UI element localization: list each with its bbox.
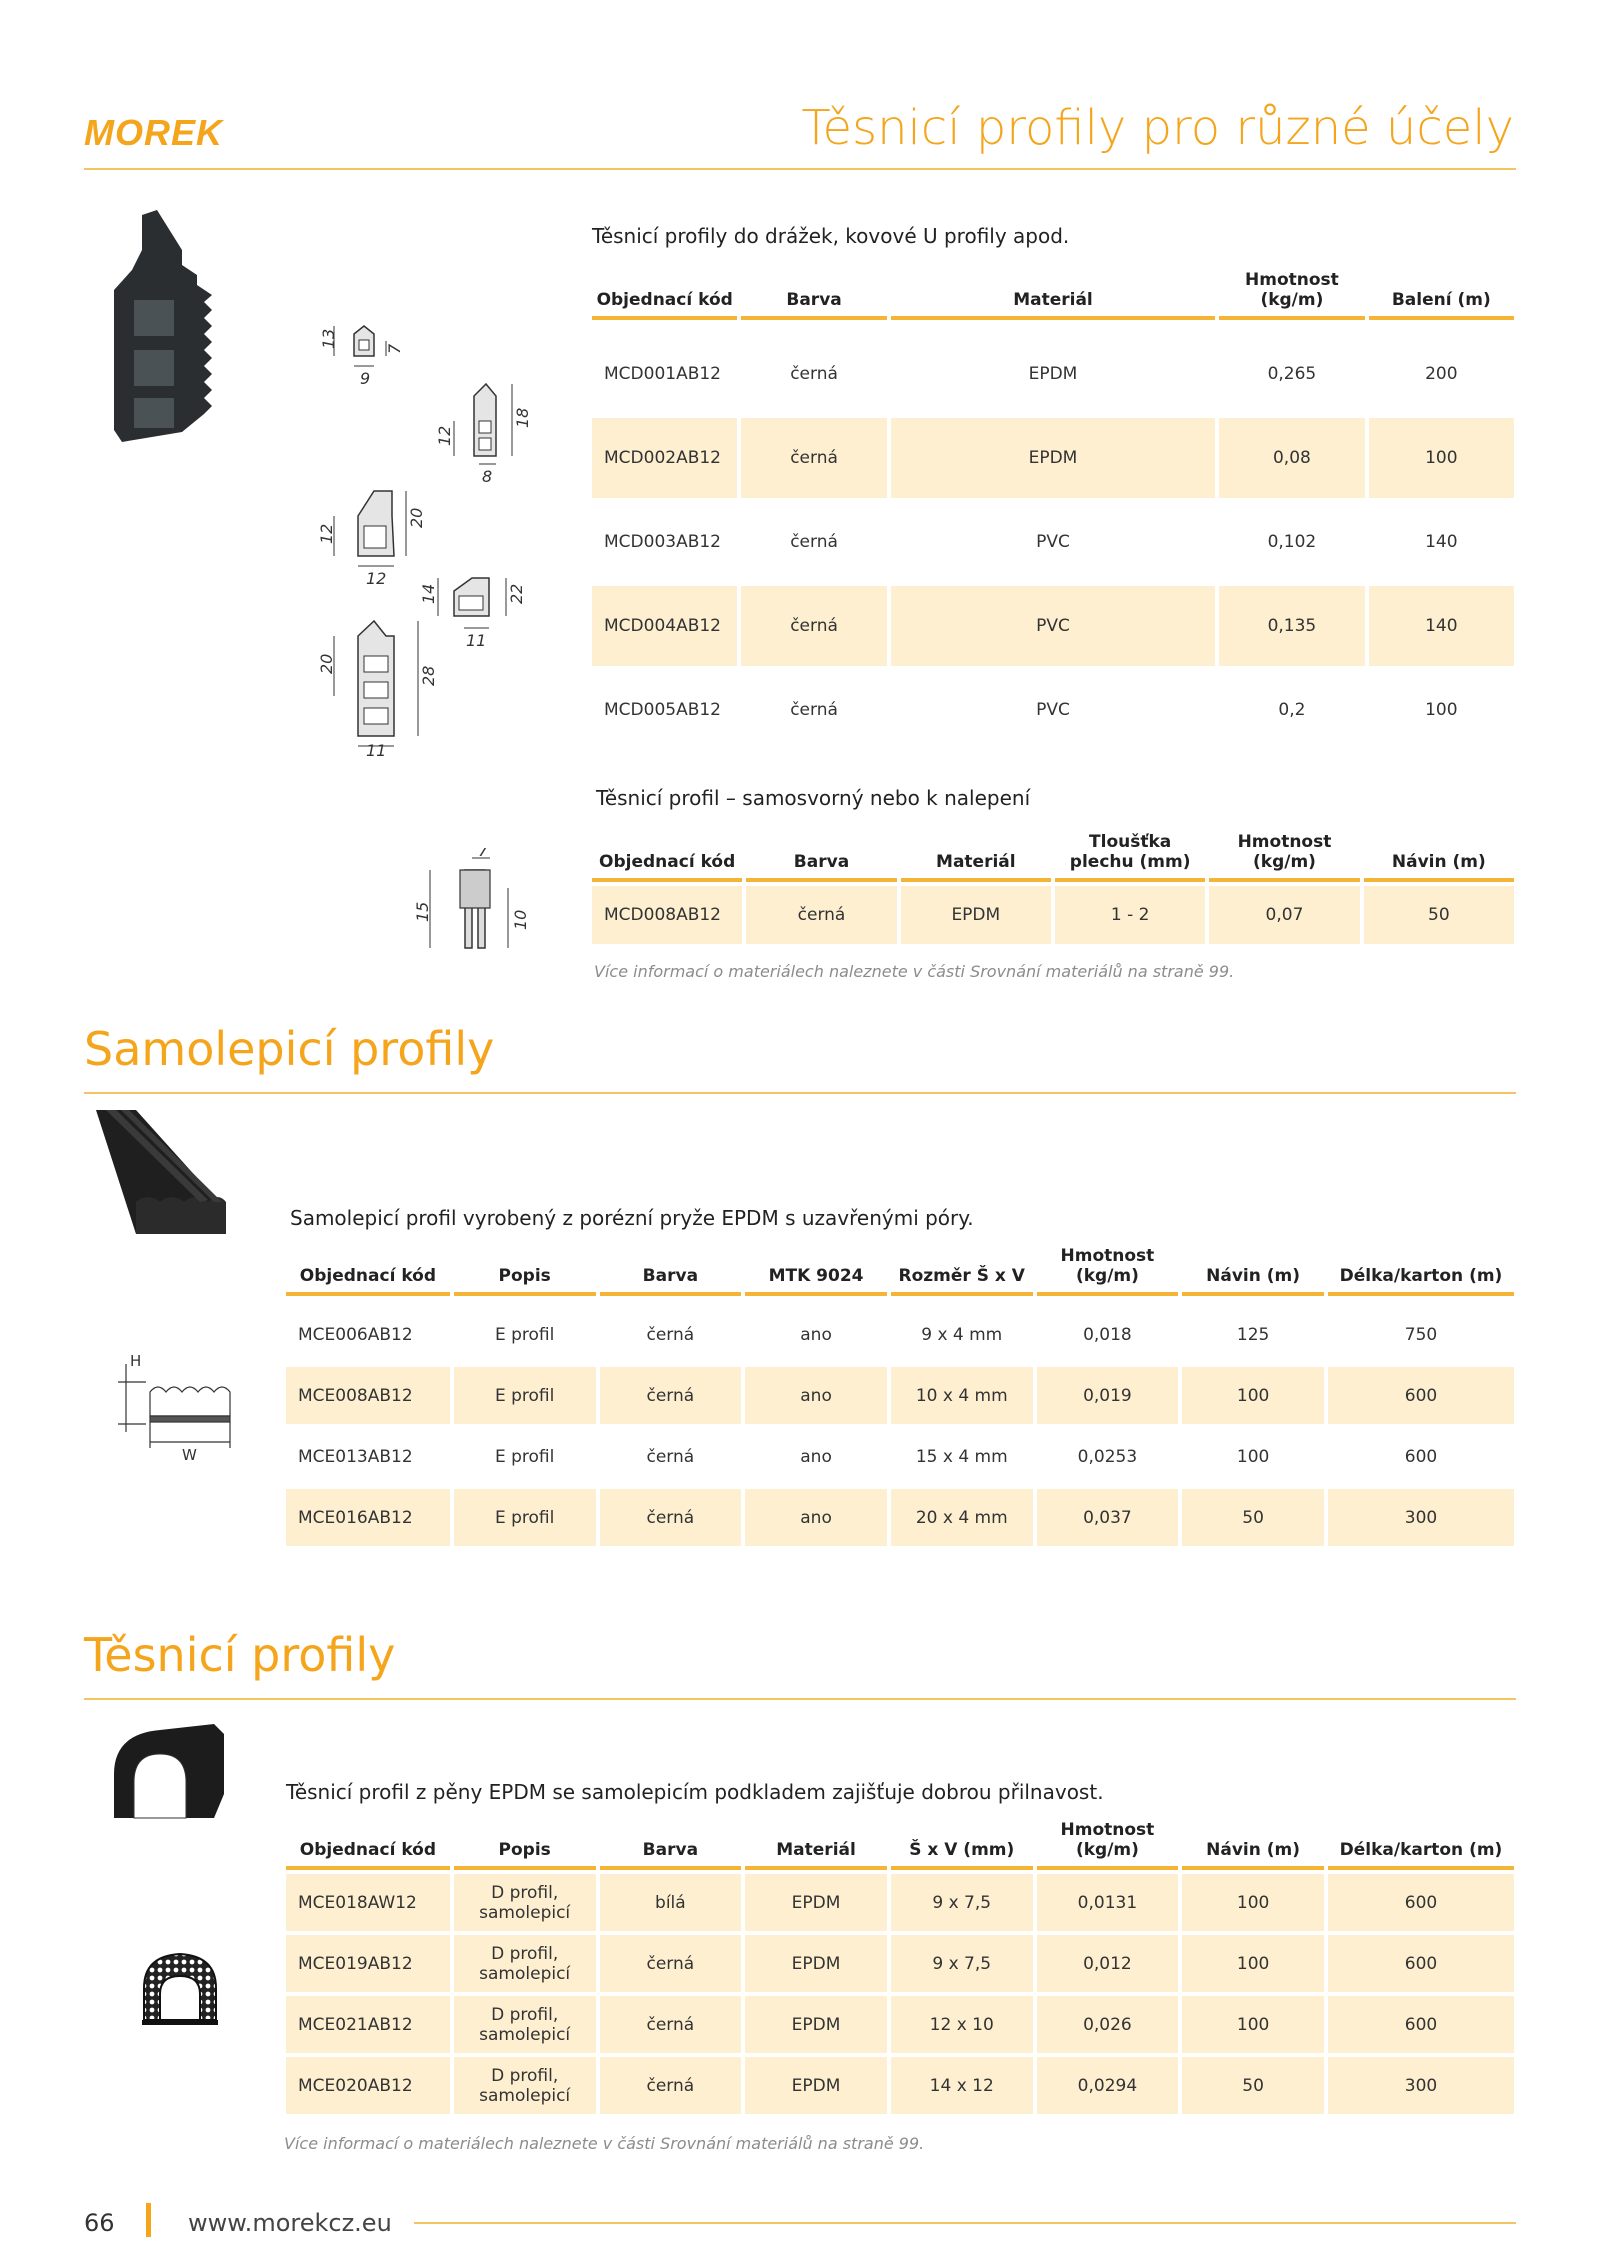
table-row (286, 1485, 1514, 1546)
table-cell: PVC (891, 498, 1215, 582)
page-title: Těsnicí profily pro různé účely (801, 100, 1514, 156)
section3-description: Samolepicí profil vyrobený z porézní pryže EPDM s uzavřenými póry. (290, 1206, 974, 1230)
col-header: Barva (600, 1240, 742, 1296)
table-cell: 9 x 7,5 (891, 1931, 1033, 1992)
table-row (286, 1931, 1514, 1992)
table-cell: 750 (1328, 1302, 1514, 1363)
table-row (592, 666, 1514, 750)
col-header: Materiál (745, 1814, 887, 1870)
col-header: Hmotnost (kg/m) (1209, 826, 1359, 882)
profile-photo-3 (96, 1110, 236, 1244)
table-cell: 50 (1182, 1485, 1324, 1546)
table-cell: MCE006AB12 (286, 1302, 450, 1363)
table-cell: D profil, samolepicí (454, 1931, 596, 1992)
dim-label: 12 (317, 523, 336, 544)
table-cell: 50 (1182, 2053, 1324, 2114)
section-title: Samolepicí profily (84, 1022, 495, 1076)
website-link[interactable]: www.morekcz.eu (188, 2209, 392, 2237)
table-row (592, 330, 1514, 414)
profile-drawings-1 (314, 316, 554, 760)
dim-label: 15 (413, 901, 432, 922)
col-header: Hmotnost (kg/m) (1219, 262, 1364, 320)
table-cell: 600 (1328, 1363, 1514, 1424)
col-header: Popis (454, 1814, 596, 1870)
dim-label: 9 (360, 369, 371, 388)
dim-label: H (130, 1352, 142, 1370)
dim-label: 11 (466, 631, 487, 650)
header-rule (84, 168, 1516, 170)
table-cell: 0,2 (1219, 666, 1364, 750)
table-cell: PVC (891, 582, 1215, 666)
table-cell: 0,08 (1219, 414, 1364, 498)
table-cell: MCD005AB12 (592, 666, 737, 750)
table-cell: černá (600, 1485, 742, 1546)
table-cell: 0,037 (1037, 1485, 1179, 1546)
table-row (592, 882, 1514, 944)
table-cell: 100 (1182, 1870, 1324, 1931)
e-profile-drawing (116, 1352, 246, 1466)
table-cell: černá (600, 1931, 742, 1992)
table-cell: černá (600, 1424, 742, 1485)
table-cell: 0,0131 (1037, 1870, 1179, 1931)
col-header: Balení (m) (1369, 262, 1514, 320)
section-rule (84, 1092, 1516, 1094)
section2-description: Těsnicí profil – samosvorný nebo k nalepení (596, 786, 1031, 810)
table-cell: ano (745, 1363, 887, 1424)
table-cell: 50 (1364, 882, 1514, 944)
table-cell: černá (600, 1302, 742, 1363)
table-cell: černá (746, 882, 896, 944)
col-header: Návin (m) (1182, 1240, 1324, 1296)
table-row (592, 498, 1514, 582)
table-cell: 0,019 (1037, 1363, 1179, 1424)
table-cell: E profil (454, 1302, 596, 1363)
table-cell: MCD003AB12 (592, 498, 737, 582)
table-row (286, 1302, 1514, 1363)
table-cell: 200 (1369, 330, 1514, 414)
footer-divider (146, 2203, 151, 2237)
dim-label: 28 (419, 665, 438, 686)
profile-photo-1 (112, 210, 232, 446)
table-cell: 300 (1328, 1485, 1514, 1546)
col-header: Barva (741, 262, 886, 320)
table-cell: 600 (1328, 1992, 1514, 2053)
d-profile-drawing (140, 1950, 220, 2034)
table-cell: EPDM (745, 1931, 887, 1992)
table-cell: 600 (1328, 1870, 1514, 1931)
dim-label: 22 (507, 583, 526, 604)
table-cell: 14 x 12 (891, 2053, 1033, 2114)
col-header: Materiál (891, 262, 1215, 320)
section1-table (588, 262, 1518, 750)
table-cell: 140 (1369, 582, 1514, 666)
table-cell: 10 x 4 mm (891, 1363, 1033, 1424)
table-row (286, 1992, 1514, 2053)
col-header: Rozměr Š x V (891, 1240, 1033, 1296)
col-header: Materiál (901, 826, 1051, 882)
table-header-row (286, 1240, 1514, 1296)
table-cell: EPDM (901, 882, 1051, 944)
table-header-row (286, 1814, 1514, 1870)
table-cell: černá (600, 2053, 742, 2114)
section4-table (282, 1814, 1518, 2114)
table-row (592, 414, 1514, 498)
table-cell: 100 (1182, 1931, 1324, 1992)
table-cell: MCE020AB12 (286, 2053, 450, 2114)
table-cell: MCE013AB12 (286, 1424, 450, 1485)
section-rule (84, 1698, 1516, 1700)
dim-label: 7 (478, 848, 489, 860)
table-cell: 100 (1182, 1424, 1324, 1485)
dim-label: 7 (385, 343, 404, 354)
table-cell: EPDM (891, 330, 1215, 414)
col-header: MTK 9024 (745, 1240, 887, 1296)
col-header: Š x V (mm) (891, 1814, 1033, 1870)
col-header: Délka/karton (m) (1328, 1814, 1514, 1870)
col-header: Barva (746, 826, 896, 882)
col-header: Hmotnost (kg/m) (1037, 1814, 1179, 1870)
table-cell: bílá (600, 1870, 742, 1931)
table-cell: 100 (1182, 1363, 1324, 1424)
table-cell: MCD001AB12 (592, 330, 737, 414)
col-header: Popis (454, 1240, 596, 1296)
table-cell: 600 (1328, 1931, 1514, 1992)
table-row (286, 1424, 1514, 1485)
table-cell: MCE021AB12 (286, 1992, 450, 2053)
profile-drawing-2 (410, 848, 540, 962)
dim-label: 8 (482, 467, 493, 486)
col-header: Objednací kód (286, 1814, 450, 1870)
materials-note: Více informací o materiálech naleznete v části Srovnání materiálů na straně 99. (594, 962, 1235, 981)
dim-label: 12 (366, 569, 387, 588)
dim-label: 20 (407, 507, 426, 528)
dim-label: 18 (513, 407, 532, 428)
table-cell: 0,135 (1219, 582, 1364, 666)
table-cell: MCE008AB12 (286, 1363, 450, 1424)
table-cell: 0,07 (1209, 882, 1359, 944)
col-header: Objednací kód (286, 1240, 450, 1296)
dim-label: 12 (435, 425, 454, 446)
section4-description: Těsnicí profil z pěny EPDM se samolepicím podkladem zajišťuje dobrou přilnavost. (286, 1780, 1104, 1804)
footer-rule (414, 2222, 1516, 2224)
table-cell: EPDM (745, 1992, 887, 2053)
col-header: Tloušťka plechu (mm) (1055, 826, 1205, 882)
table-cell: 20 x 4 mm (891, 1485, 1033, 1546)
table-cell: 0,012 (1037, 1931, 1179, 1992)
table-cell: černá (600, 1363, 742, 1424)
table-cell: 100 (1369, 414, 1514, 498)
table-cell: E profil (454, 1424, 596, 1485)
table-cell: ano (745, 1302, 887, 1363)
col-header: Návin (m) (1364, 826, 1514, 882)
col-header: Objednací kód (592, 826, 742, 882)
table-cell: 0,265 (1219, 330, 1364, 414)
table-cell: černá (741, 414, 886, 498)
table-cell: MCE016AB12 (286, 1485, 450, 1546)
table-row (286, 2053, 1514, 2114)
col-header: Hmotnost (kg/m) (1037, 1240, 1179, 1296)
section3-table (282, 1240, 1518, 1546)
dim-label: W (182, 1446, 197, 1462)
table-row (286, 1870, 1514, 1931)
table-cell: D profil, samolepicí (454, 1992, 596, 2053)
table-cell: MCD008AB12 (592, 882, 742, 944)
table-cell: ano (745, 1424, 887, 1485)
dim-label: 10 (511, 909, 530, 930)
section1-description: Těsnicí profily do drážek, kovové U profily apod. (592, 224, 1070, 248)
d-profile-photo (110, 1724, 230, 1828)
table-cell: 9 x 7,5 (891, 1870, 1033, 1931)
table-cell: D profil, samolepicí (454, 1870, 596, 1931)
table-cell: 125 (1182, 1302, 1324, 1363)
table-cell: černá (741, 582, 886, 666)
section2-table (588, 826, 1518, 944)
table-cell: černá (741, 330, 886, 414)
table-cell: černá (741, 666, 886, 750)
table-cell: MCD004AB12 (592, 582, 737, 666)
table-cell: 0,0253 (1037, 1424, 1179, 1485)
dim-label: 13 (319, 328, 338, 349)
table-cell: EPDM (745, 2053, 887, 2114)
dim-label: 20 (317, 653, 336, 674)
table-cell: 0,018 (1037, 1302, 1179, 1363)
morek-logo: MOREK (84, 112, 223, 153)
materials-note: Více informací o materiálech naleznete v části Srovnání materiálů na straně 99. (284, 2134, 925, 2153)
col-header: Objednací kód (592, 262, 737, 320)
table-cell: MCE019AB12 (286, 1931, 450, 1992)
table-cell: EPDM (745, 1870, 887, 1931)
table-cell: 1 - 2 (1055, 882, 1205, 944)
col-header: Délka/karton (m) (1328, 1240, 1514, 1296)
table-header-row (592, 826, 1514, 882)
col-header: Barva (600, 1814, 742, 1870)
table-cell: 12 x 10 (891, 1992, 1033, 2053)
page-number: 66 (84, 2209, 115, 2237)
table-cell: PVC (891, 666, 1215, 750)
table-cell: černá (600, 1992, 742, 2053)
col-header: Návin (m) (1182, 1814, 1324, 1870)
dim-label: 14 (419, 583, 438, 604)
table-cell: ano (745, 1485, 887, 1546)
table-cell: 9 x 4 mm (891, 1302, 1033, 1363)
table-cell: D profil, samolepicí (454, 2053, 596, 2114)
table-cell: 140 (1369, 498, 1514, 582)
table-cell: 100 (1369, 666, 1514, 750)
table-cell: EPDM (891, 414, 1215, 498)
table-row (286, 1363, 1514, 1424)
section-title: Těsnicí profily (84, 1628, 396, 1682)
table-header-row (592, 262, 1514, 320)
table-cell: 15 x 4 mm (891, 1424, 1033, 1485)
table-cell: 0,0294 (1037, 2053, 1179, 2114)
table-cell: 600 (1328, 1424, 1514, 1485)
table-cell: MCD002AB12 (592, 414, 737, 498)
dim-label: 11 (366, 741, 387, 756)
table-row (592, 582, 1514, 666)
table-cell: 100 (1182, 1992, 1324, 2053)
table-cell: 0,102 (1219, 498, 1364, 582)
table-cell: 0,026 (1037, 1992, 1179, 2053)
table-cell: E profil (454, 1485, 596, 1546)
table-cell: černá (741, 498, 886, 582)
table-cell: 300 (1328, 2053, 1514, 2114)
table-cell: E profil (454, 1363, 596, 1424)
table-cell: MCE018AW12 (286, 1870, 450, 1931)
